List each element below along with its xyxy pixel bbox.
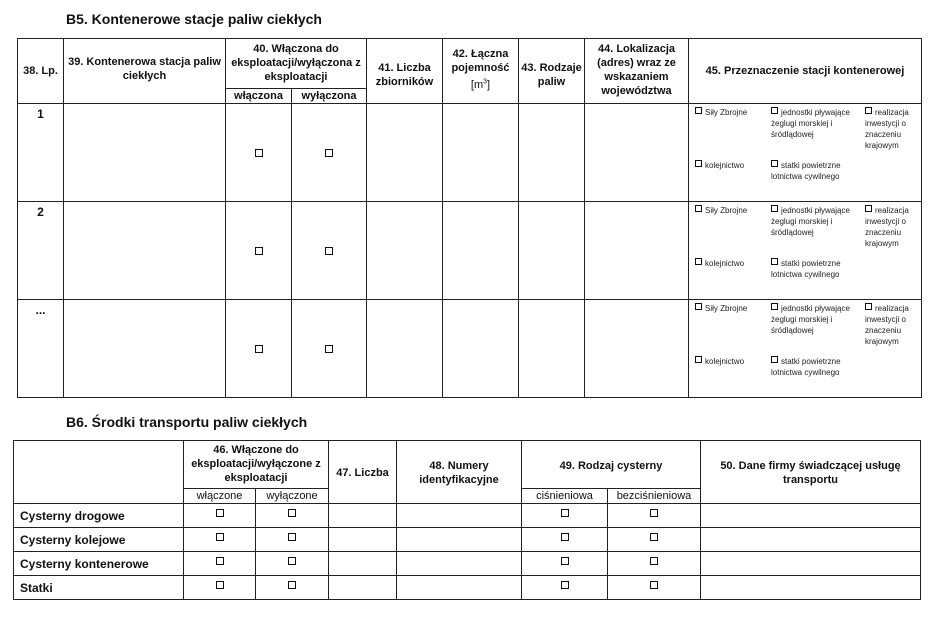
section-b6-title: B6. Środki transportu paliw ciekłych xyxy=(66,414,308,430)
purpose-option[interactable] xyxy=(865,205,925,249)
purpose-cell xyxy=(689,300,922,398)
checkbox-icon[interactable] xyxy=(771,356,778,363)
purpose-option[interactable] xyxy=(771,160,861,182)
capacity-cell[interactable] xyxy=(443,300,519,398)
id-numbers-cell[interactable] xyxy=(397,576,522,600)
location-cell[interactable] xyxy=(585,104,689,202)
count-cell[interactable] xyxy=(329,552,397,576)
header-transport-disabled: wyłączone xyxy=(256,489,329,504)
enabled-cell xyxy=(226,104,292,202)
enabled-cell xyxy=(184,576,256,600)
purpose-cell xyxy=(689,104,922,202)
enabled-checkbox[interactable] xyxy=(255,247,263,255)
transport-row xyxy=(14,528,921,552)
purpose-cell xyxy=(689,202,922,300)
enabled-cell xyxy=(226,202,292,300)
header-enabled: włączona xyxy=(226,89,292,104)
nonpressure-checkbox[interactable] xyxy=(650,533,658,541)
purpose-option[interactable] xyxy=(771,205,861,238)
disabled-checkbox[interactable] xyxy=(325,149,333,157)
enabled-checkbox[interactable] xyxy=(216,509,224,517)
checkbox-icon[interactable] xyxy=(771,303,778,310)
checkbox-icon[interactable] xyxy=(771,258,778,265)
checkbox-icon[interactable] xyxy=(771,160,778,167)
transport-row xyxy=(14,552,921,576)
purpose-option[interactable] xyxy=(771,303,861,336)
purpose-option-label: statki powietrzne lotnictwa cywilnego xyxy=(771,357,841,377)
row-number: 2 xyxy=(18,202,64,300)
header-lp: 38. Lp. xyxy=(18,39,64,104)
checkbox-icon[interactable] xyxy=(865,107,872,114)
pressure-checkbox[interactable] xyxy=(561,509,569,517)
purpose-option[interactable] xyxy=(695,258,744,269)
enabled-cell xyxy=(184,528,256,552)
nonpressure-checkbox[interactable] xyxy=(650,509,658,517)
purpose-option-label: realizacja inwestycji o znaczeniu krajowym xyxy=(865,108,909,150)
station-row xyxy=(18,202,922,300)
station-row xyxy=(18,300,922,398)
transport-table xyxy=(13,440,921,600)
disabled-cell xyxy=(292,104,367,202)
nonpressure-checkbox[interactable] xyxy=(650,557,658,565)
id-numbers-cell[interactable] xyxy=(397,528,522,552)
pressure-cell xyxy=(522,504,608,528)
header-status: 40. Włączona do eksploatacji/wyłączona z eksploatacji xyxy=(226,39,367,89)
fuel-types-cell[interactable] xyxy=(519,300,585,398)
purpose-option-label: statki powietrzne lotnictwa cywilnego xyxy=(771,259,841,279)
disabled-cell xyxy=(292,300,367,398)
checkbox-icon[interactable] xyxy=(695,258,702,265)
purpose-option-label: Siły Zbrojne xyxy=(705,108,748,117)
transport-type-label: Statki xyxy=(14,576,184,600)
tank-count-cell[interactable] xyxy=(367,202,443,300)
purpose-option-label: Siły Zbrojne xyxy=(705,304,748,313)
checkbox-icon[interactable] xyxy=(771,107,778,114)
tank-count-cell[interactable] xyxy=(367,104,443,202)
count-cell[interactable] xyxy=(329,576,397,600)
header-transport-enabled: włączone xyxy=(184,489,256,504)
disabled-checkbox[interactable] xyxy=(325,247,333,255)
pressure-checkbox[interactable] xyxy=(561,557,569,565)
station-row xyxy=(18,104,922,202)
fuel-types-cell[interactable] xyxy=(519,202,585,300)
header-location: 44. Lokalizacja (adres) wraz ze wskazaniem województwa xyxy=(585,39,689,104)
checkbox-icon[interactable] xyxy=(771,205,778,212)
purpose-option[interactable] xyxy=(865,107,925,151)
pressure-checkbox[interactable] xyxy=(561,533,569,541)
id-numbers-cell[interactable] xyxy=(397,504,522,528)
purpose-option[interactable] xyxy=(865,303,925,347)
purpose-option-label: jednostki pływające żeglugi morskiej i śródlądowej xyxy=(771,206,850,237)
count-cell[interactable] xyxy=(329,528,397,552)
pressure-cell xyxy=(522,576,608,600)
disabled-checkbox[interactable] xyxy=(288,581,296,589)
purpose-option-label: Siły Zbrojne xyxy=(705,206,748,215)
purpose-option[interactable] xyxy=(695,160,744,171)
capacity-cell[interactable] xyxy=(443,202,519,300)
enabled-checkbox[interactable] xyxy=(216,533,224,541)
purpose-option-label: kolejnictwo xyxy=(705,259,745,268)
header-disabled: wyłączona xyxy=(292,89,367,104)
disabled-cell xyxy=(256,504,329,528)
disabled-cell xyxy=(292,202,367,300)
fuel-types-cell[interactable] xyxy=(519,104,585,202)
nonpressure-cell xyxy=(608,504,701,528)
location-cell[interactable] xyxy=(585,300,689,398)
enabled-checkbox[interactable] xyxy=(216,581,224,589)
pressure-checkbox[interactable] xyxy=(561,581,569,589)
checkbox-icon[interactable] xyxy=(695,205,702,212)
company-cell[interactable] xyxy=(701,576,921,600)
nonpressure-cell xyxy=(608,576,701,600)
disabled-checkbox[interactable] xyxy=(288,533,296,541)
purpose-option-label: statki powietrzne lotnictwa cywilnego xyxy=(771,161,841,181)
checkbox-icon[interactable] xyxy=(695,160,702,167)
disabled-cell xyxy=(256,576,329,600)
header-capacity xyxy=(443,39,519,104)
count-cell[interactable] xyxy=(329,504,397,528)
header-nonpressure: bezciśnieniowa xyxy=(608,489,701,504)
header-pressure: ciśnieniowa xyxy=(522,489,608,504)
purpose-option[interactable] xyxy=(771,356,861,378)
row-number: 1 xyxy=(18,104,64,202)
checkbox-icon[interactable] xyxy=(695,107,702,114)
capacity-unit: $[m^3]$ xyxy=(470,78,491,91)
pressure-cell xyxy=(522,552,608,576)
enabled-cell xyxy=(184,504,256,528)
purpose-option-label: jednostki pływające żeglugi morskiej i śródlądowej xyxy=(771,304,850,335)
nonpressure-cell xyxy=(608,552,701,576)
disabled-cell xyxy=(256,528,329,552)
purpose-option-label: kolejnictwo xyxy=(705,161,745,170)
purpose-option-label: kolejnictwo xyxy=(705,357,745,366)
transport-row xyxy=(14,576,921,600)
station-cell[interactable] xyxy=(64,202,226,300)
enabled-cell xyxy=(226,300,292,398)
header-station: 39. Kontenerowa stacja paliw ciekłych xyxy=(64,39,226,104)
tank-count-cell[interactable] xyxy=(367,300,443,398)
disabled-cell xyxy=(256,552,329,576)
row-number: ... xyxy=(18,300,64,398)
station-cell[interactable] xyxy=(64,104,226,202)
capacity-cell[interactable] xyxy=(443,104,519,202)
company-cell[interactable] xyxy=(701,504,921,528)
nonpressure-checkbox[interactable] xyxy=(650,581,658,589)
enabled-checkbox[interactable] xyxy=(216,557,224,565)
company-cell[interactable] xyxy=(701,552,921,576)
transport-type-label: Cysterny kolejowe xyxy=(14,528,184,552)
station-cell[interactable] xyxy=(64,300,226,398)
checkbox-icon[interactable] xyxy=(695,356,702,363)
enabled-cell xyxy=(184,552,256,576)
purpose-option[interactable] xyxy=(695,107,747,118)
container-stations-table xyxy=(17,38,922,398)
checkbox-icon[interactable] xyxy=(865,205,872,212)
header-purpose: 45. Przeznaczenie stacji kontenerowej xyxy=(689,39,922,104)
checkbox-icon[interactable] xyxy=(695,303,702,310)
purpose-option[interactable] xyxy=(771,107,861,140)
header-company: 50. Dane firmy świadczącej usługę transportu xyxy=(701,441,921,504)
purpose-option[interactable] xyxy=(695,303,747,314)
header-tank-count: 41. Liczba zbiorników xyxy=(367,39,443,104)
transport-type-label: Cysterny drogowe xyxy=(14,504,184,528)
header-cistern-type: 49. Rodzaj cysterny xyxy=(522,441,701,489)
enabled-checkbox[interactable] xyxy=(255,149,263,157)
purpose-option[interactable] xyxy=(695,205,747,216)
id-numbers-cell[interactable] xyxy=(397,552,522,576)
purpose-option-label: realizacja inwestycji o znaczeniu krajowym xyxy=(865,206,909,248)
purpose-option[interactable] xyxy=(771,258,861,280)
nonpressure-cell xyxy=(608,528,701,552)
enabled-checkbox[interactable] xyxy=(255,345,263,353)
company-cell[interactable] xyxy=(701,528,921,552)
capacity-label: 42. Łączna pojemność xyxy=(451,48,510,74)
disabled-checkbox[interactable] xyxy=(325,345,333,353)
header-count: 47. Liczba xyxy=(329,441,397,504)
checkbox-icon[interactable] xyxy=(865,303,872,310)
purpose-option-label: realizacja inwestycji o znaczeniu krajowym xyxy=(865,304,909,346)
purpose-option-label: jednostki pływające żeglugi morskiej i śródlądowej xyxy=(771,108,850,139)
purpose-option[interactable] xyxy=(695,356,744,367)
section-b5-title: B5. Kontenerowe stacje paliw ciekłych xyxy=(66,11,322,27)
location-cell[interactable] xyxy=(585,202,689,300)
pressure-cell xyxy=(522,528,608,552)
disabled-checkbox[interactable] xyxy=(288,509,296,517)
header-fuel-types: 43. Rodzaje paliw xyxy=(519,39,585,104)
transport-row xyxy=(14,504,921,528)
disabled-checkbox[interactable] xyxy=(288,557,296,565)
header-empty xyxy=(14,441,184,504)
header-transport-status: 46. Włączone do eksploatacji/wyłączone z eksploatacji xyxy=(184,441,329,489)
transport-type-label: Cysterny kontenerowe xyxy=(14,552,184,576)
header-id-numbers: 48. Numery identyfikacyjne xyxy=(397,441,522,504)
